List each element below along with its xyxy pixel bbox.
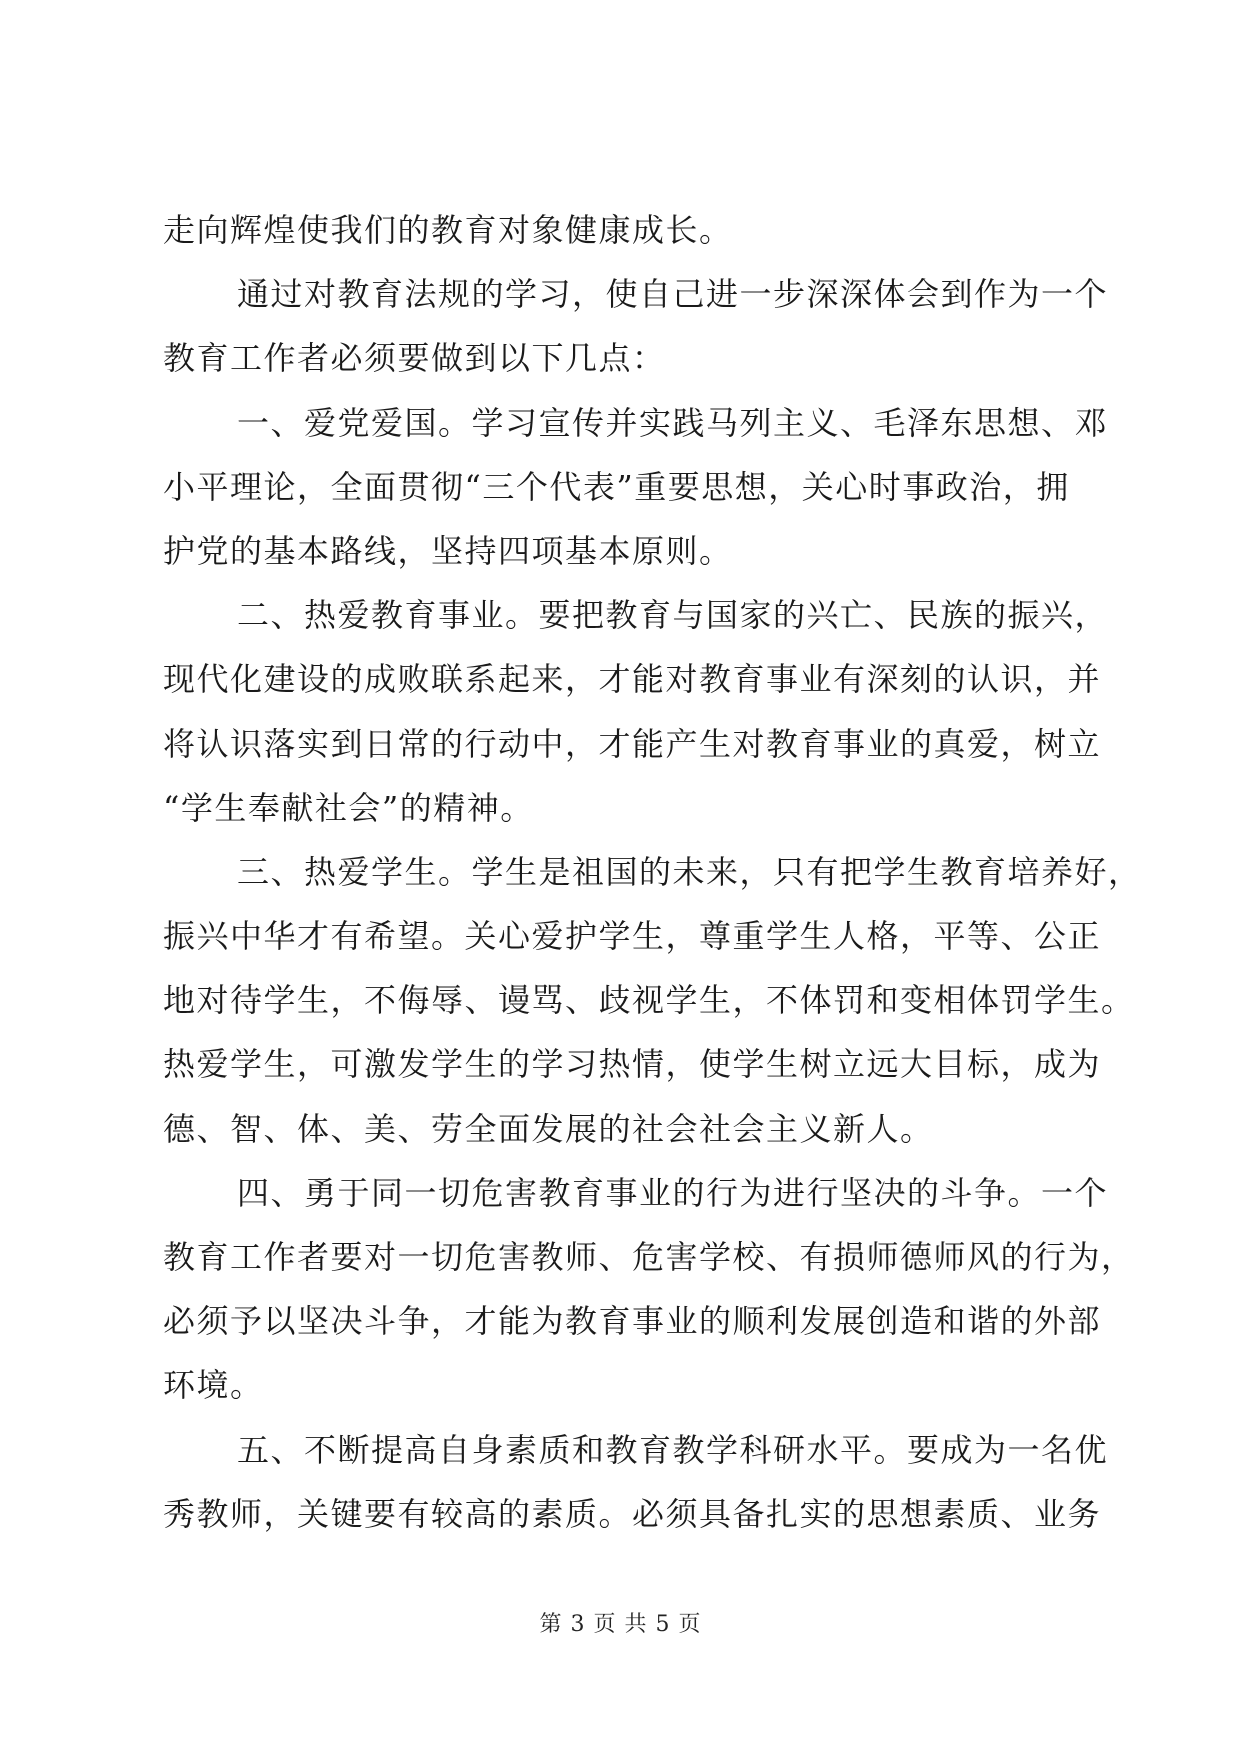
paragraph-start-line: 通过对教育法规的学习，使自己进一步深深体会到作为一个 <box>237 275 1109 314</box>
paragraph-start-line: 一、爱党爱国。学习宣传并实践马列主义、毛泽东思想、邓 <box>237 403 1109 442</box>
paragraph-start-line: 三、热爱学生。学生是祖国的未来，只有把学生教育培养好， <box>237 852 1142 891</box>
paragraph-start-line: 五、不断提高自身素质和教育教学科研水平。要成为一名优 <box>237 1430 1109 1469</box>
text-line: “学生奉献社会”的精神。 <box>163 788 534 827</box>
text-line: 必须予以坚决斗争，才能为教育事业的顺利发展创造和谐的外部 <box>163 1302 1102 1341</box>
paragraph-start-line: 二、热爱教育事业。要把教育与国家的兴亡、民族的振兴， <box>237 596 1109 635</box>
text-line: 教育工作者要对一切危害教师、危害学校、有损师德师风的行为， <box>163 1238 1135 1276</box>
page-footer <box>0 1610 1241 1640</box>
text-line: 地对待学生，不侮辱、谩骂、歧视学生，不体罚和变相体罚学生。 <box>163 981 1135 1020</box>
paragraph-start-line: 四、勇于同一切危害教育事业的行为进行坚决的斗争。一个 <box>237 1173 1109 1212</box>
text-line: 德、智、体、美、劳全面发展的社会社会主义新人。 <box>163 1109 934 1148</box>
text-line: 现代化建设的成败联系起来，才能对教育事业有深刻的认识，并 <box>163 660 1102 699</box>
text-line: 教育工作者必须要做到以下几点： <box>163 339 666 378</box>
text-line: 护党的基本路线，坚持四项基本原则。 <box>163 531 733 570</box>
text-line: 将认识落实到日常的行动中，才能产生对教育事业的真爱，树立 <box>163 724 1102 763</box>
text-line: 振兴中华才有希望。关心爱护学生，尊重学生人格，平等、公正 <box>163 917 1102 956</box>
document-body <box>163 198 1142 1546</box>
page-number-label: 第 3 页 共 5 页 <box>539 1612 702 1637</box>
text-line: 走向辉煌使我们的教育对象健康成长。 <box>163 211 733 249</box>
text-line: 环境。 <box>163 1366 264 1405</box>
text-line: 秀教师，关键要有较高的素质。必须具备扎实的思想素质、业务 <box>163 1494 1102 1533</box>
text-line: 热爱学生，可激发学生的学习热情，使学生树立远大目标，成为 <box>163 1045 1102 1084</box>
text-line: 小平理论，全面贯彻“三个代表”重要思想，关心时事政治，拥 <box>163 467 1070 506</box>
